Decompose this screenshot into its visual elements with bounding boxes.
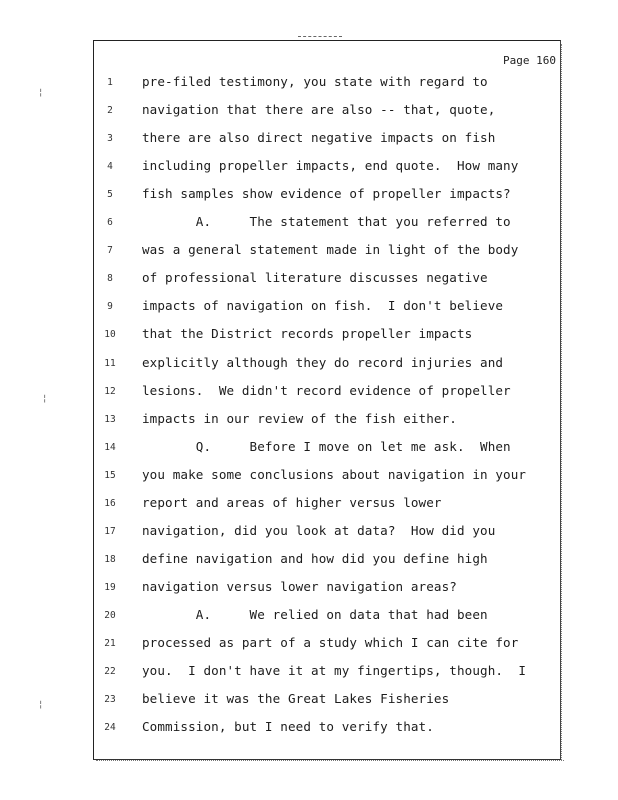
line-text: report and areas of higher versus lower — [142, 494, 442, 510]
line-number: 7 — [107, 245, 113, 257]
line-number: 16 — [104, 497, 116, 509]
transcript-line — [0, 102, 618, 130]
line-number: 4 — [107, 161, 113, 173]
punch-mark-icon: ¦ — [38, 700, 44, 710]
line-number: 9 — [107, 301, 113, 313]
transcript-line — [0, 467, 618, 495]
line-number: 3 — [107, 133, 113, 145]
line-number: 14 — [104, 441, 116, 453]
line-number: 1 — [107, 77, 113, 88]
line-text: explicitly although they do record injuries and — [142, 354, 504, 370]
transcript-line — [0, 298, 618, 326]
line-text: pre-filed testimony, you state with regard to — [142, 74, 488, 89]
line-text: A. We relied on data that had been — [142, 606, 488, 622]
line-number: 8 — [107, 273, 113, 285]
line-number: 18 — [104, 553, 116, 565]
line-number: 19 — [104, 581, 116, 593]
transcript-line — [0, 214, 618, 242]
line-text: impacts in our review of the fish either. — [142, 410, 457, 426]
transcript-line — [0, 383, 618, 411]
punch-mark-icon: ¦ — [42, 394, 48, 404]
scan-artifact — [298, 36, 342, 39]
line-number: 24 — [104, 722, 116, 734]
line-text: processed as part of a study which I can cite for — [142, 635, 519, 650]
transcript-line — [0, 691, 618, 719]
line-number: 22 — [104, 666, 116, 678]
line-number: 10 — [104, 329, 116, 341]
line-number: 23 — [104, 694, 116, 706]
punch-mark-icon: ¦ — [38, 88, 44, 98]
transcript-line — [0, 551, 618, 579]
line-number: 13 — [104, 413, 116, 425]
transcript-line — [0, 635, 618, 663]
line-text: A. The statement that you referred to — [142, 214, 511, 230]
transcript-line — [0, 158, 618, 186]
line-text: Q. Before I move on let me ask. When — [142, 438, 511, 454]
line-number: 12 — [104, 385, 116, 397]
transcript-line — [0, 523, 618, 551]
line-text: of professional literature discusses negative — [142, 270, 488, 286]
line-number: 11 — [104, 357, 116, 369]
transcript-line — [0, 242, 618, 270]
line-text: lesions. We didn't record evidence of propeller — [142, 382, 511, 398]
line-number: 15 — [104, 469, 116, 481]
line-text: define navigation and how did you define high — [142, 550, 488, 566]
line-text: you. I don't have it at my fingertips, though. I — [142, 663, 527, 679]
transcript-line — [0, 326, 618, 354]
transcript-line — [0, 439, 618, 467]
line-text: Commission, but I need to verify that. — [142, 719, 434, 735]
transcript-line — [0, 74, 618, 102]
transcript-line — [0, 411, 618, 439]
line-text: impacts of navigation on fish. I don't believe — [142, 298, 504, 314]
page-bottom-edge — [96, 760, 564, 763]
line-text: navigation, did you look at data? How did you — [142, 522, 496, 538]
transcript-line — [0, 495, 618, 523]
transcript-line — [0, 663, 618, 691]
line-text: there are also direct negative impacts on fish — [142, 130, 496, 146]
transcript-line — [0, 186, 618, 214]
transcript-line — [0, 719, 618, 747]
line-number: 5 — [107, 189, 113, 201]
line-number: 2 — [107, 105, 113, 117]
line-number: 21 — [104, 638, 116, 649]
line-text: including propeller impacts, end quote. How many — [142, 158, 519, 174]
line-number: 17 — [104, 525, 116, 537]
page-number-label: Page 160 — [503, 54, 556, 67]
line-text: you make some conclusions about navigation in your — [142, 466, 527, 482]
transcript-line — [0, 355, 618, 383]
transcript-line — [0, 607, 618, 635]
line-text: navigation that there are also -- that, quote, — [142, 102, 496, 118]
line-text: was a general statement made in light of the body — [142, 242, 519, 258]
line-text: fish samples show evidence of propeller impacts? — [142, 186, 511, 202]
transcript-line — [0, 270, 618, 298]
transcript-line — [0, 579, 618, 607]
line-text: that the District records propeller impacts — [142, 326, 473, 342]
line-number: 20 — [104, 609, 116, 621]
line-text: believe it was the Great Lakes Fisheries — [142, 691, 450, 707]
line-text: navigation versus lower navigation areas? — [142, 578, 457, 594]
line-number: 6 — [107, 217, 113, 229]
transcript-line — [0, 130, 618, 158]
